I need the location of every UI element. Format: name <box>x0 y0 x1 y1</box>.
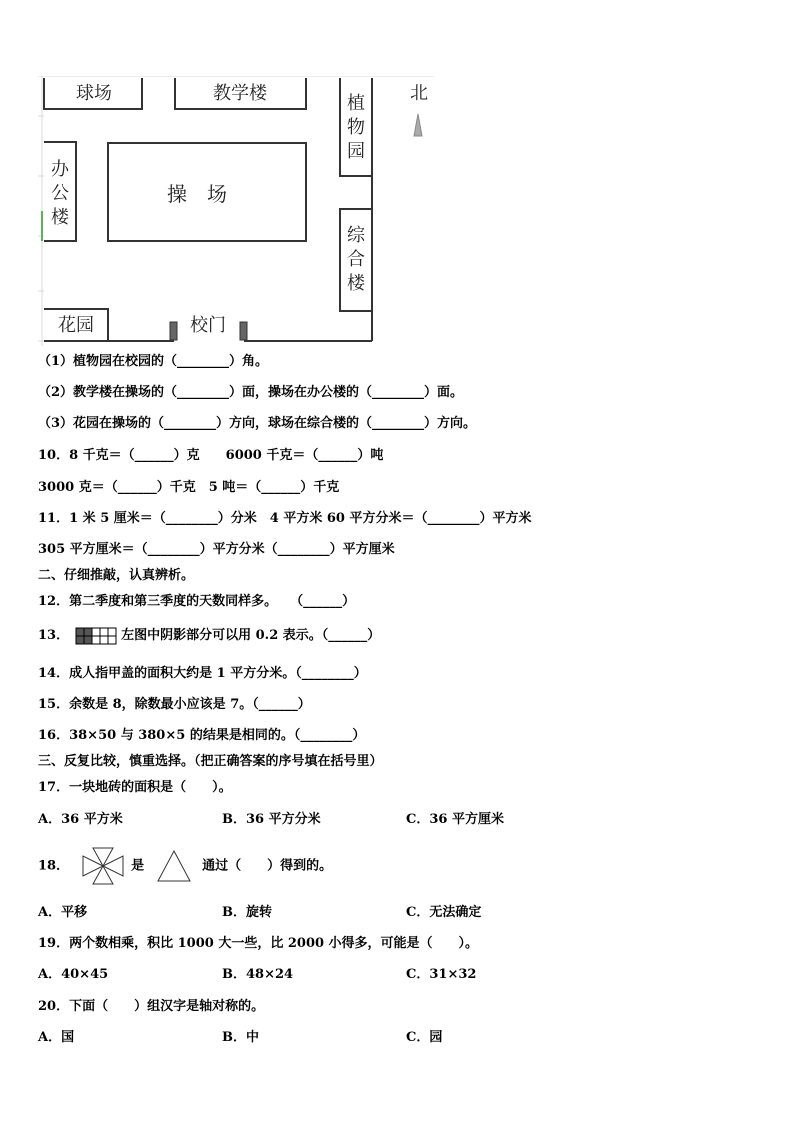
question-19-option-a: A．40×45 <box>38 967 109 982</box>
question-13-text: 左图中阴影部分可以用 0.2 表示。（______） <box>121 628 381 643</box>
map-label-playground: 操 场 <box>167 182 227 206</box>
question-17: 17．一块地砖的面积是（ ）。 <box>38 780 232 795</box>
question-15: 15．余数是 8，除数最小应该是 7。（______） <box>38 697 311 712</box>
map-label-botanical-garden: 植物园 <box>347 93 365 162</box>
question-19-option-b: B．48×24 <box>222 967 294 982</box>
map-label-teaching-building: 教学楼 <box>213 83 267 104</box>
map-label-north: 北 <box>410 83 428 104</box>
question-17-option-a: A．36 平方米 <box>38 812 123 827</box>
question-13-number: 13． <box>38 628 70 643</box>
question-17-option-c: C．36 平方厘米 <box>406 812 504 827</box>
map-label-flower-garden: 花园 <box>58 315 94 336</box>
north-arrow-icon <box>414 114 422 136</box>
question-9-2: （2）教学楼在操场的（________）面，操场在办公楼的（________）面。 <box>38 385 464 400</box>
question-18-option-c: C．无法确定 <box>406 905 482 920</box>
shaded-grid-figure <box>75 627 117 645</box>
map-label-ball-field: 球场 <box>76 83 112 104</box>
question-18-number: 18． <box>38 858 70 874</box>
question-9-3: （3）花园在操场的（________）方向，球场在综合楼的（________）方向。 <box>38 416 477 431</box>
triangle-figure <box>156 849 192 883</box>
question-11-b: 305 平方厘米＝（________）平方分米（________）平方厘米 <box>38 542 395 557</box>
question-18-is: 是 <box>131 858 145 874</box>
map-label-office-building: 办公楼 <box>51 159 69 228</box>
campus-map-drawing <box>38 76 434 346</box>
question-13 <box>38 626 380 646</box>
question-20-option-c: C．园 <box>406 1030 443 1045</box>
gate-post-right <box>240 322 247 340</box>
question-20: 20．下面（ ）组汉字是轴对称的。 <box>38 999 265 1014</box>
section-3-heading: 三、反复比较，慎重选择。（把正确答案的序号填在括号里） <box>38 754 383 769</box>
section-2-heading: 二、仔细推敲，认真辨析。 <box>38 568 195 583</box>
question-11-a: 11．1 米 5 厘米＝（________）分米 4 平方米 60 平方分米＝（________）平方米 <box>38 511 532 526</box>
question-18-option-b: B．旋转 <box>222 905 272 920</box>
question-19: 19．两个数相乘，积比 1000 大一些，比 2000 小得多，可能是（ ）。 <box>38 936 479 951</box>
question-17-option-b: B．36 平方分米 <box>222 812 321 827</box>
question-10-b: 3000 克＝（______）千克 5 吨＝（______）千克 <box>38 480 340 495</box>
question-16: 16．38×50 与 380×5 的结果是相同的。（________） <box>38 728 366 743</box>
question-20-option-a: A．国 <box>38 1030 75 1045</box>
gate-post-left <box>170 322 177 340</box>
question-10-a: 10．8 千克＝（______）克 6000 千克＝（______）吨 <box>38 448 384 463</box>
pinwheel-figure <box>81 846 125 886</box>
question-18 <box>38 846 332 888</box>
question-18-option-a: A．平移 <box>38 905 88 920</box>
question-14: 14．成人指甲盖的面积大约是 1 平方分米。（________） <box>38 666 367 681</box>
question-20-option-b: B．中 <box>222 1030 259 1045</box>
question-9-1: （1）植物园在校园的（________）角。 <box>38 354 269 369</box>
question-18-text: 通过（ ）得到的。 <box>202 858 333 874</box>
map-label-school-gate: 校门 <box>190 315 226 336</box>
campus-map <box>38 76 434 346</box>
question-12: 12．第二季度和第三季度的天数同样多。 （______） <box>38 594 356 609</box>
question-19-option-c: C．31×32 <box>406 967 477 982</box>
map-label-complex-building: 综合楼 <box>347 225 365 294</box>
